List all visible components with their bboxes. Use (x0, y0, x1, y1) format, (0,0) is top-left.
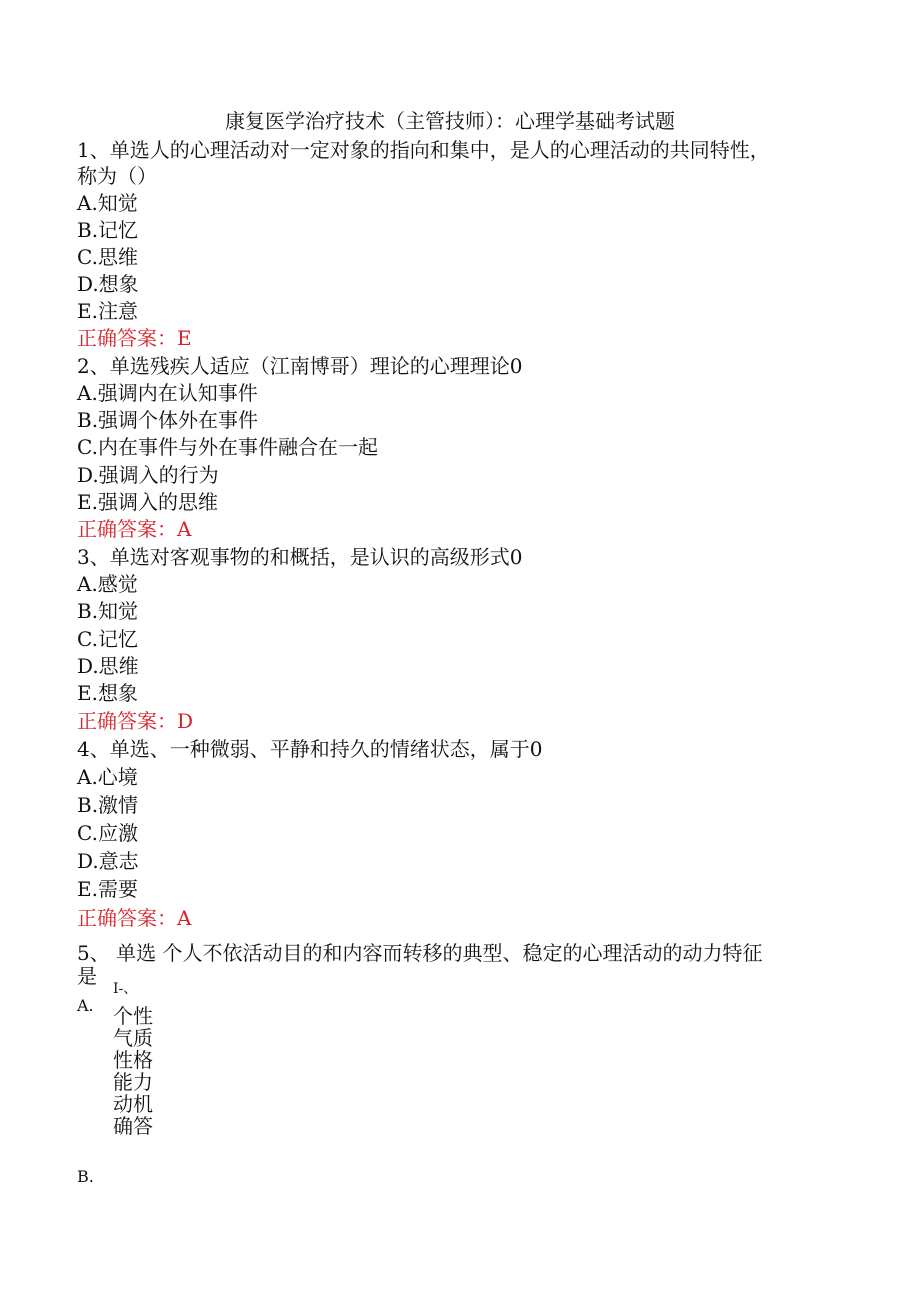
question-1-option-a: A.知觉 (77, 191, 138, 215)
question-4-option-b: B.激情 (77, 793, 139, 817)
question-3-option-c: C.记忆 (77, 627, 138, 651)
question-5-option-a-label: A. (77, 996, 94, 1015)
question-2-option-a: A.强调内在认知事件 (77, 381, 258, 405)
question-4-option-a: A.心境 (77, 765, 138, 789)
question-2-option-c: C.内在事件与外在事件融合在一起 (77, 435, 378, 459)
question-4-option-e: E.需要 (77, 877, 138, 901)
question-5-stacked-text-6: 确答 (113, 1114, 153, 1138)
question-2-answer: 正确答案：A (77, 517, 192, 541)
question-1-option-d: D.想象 (77, 272, 139, 296)
question-5-option-b-label: B. (77, 1167, 94, 1186)
question-5-stacked-text-3: 性格 (113, 1048, 153, 1072)
question-4-stem: 4、单选、一种微弱、平静和持久的情绪状态，属于0 (77, 737, 543, 761)
question-1-option-b: B.记忆 (77, 218, 139, 242)
question-1-answer: 正确答案：E (77, 326, 192, 350)
question-2-stem: 2、单选残疾人适应（江南博哥）理论的心理理论0 (77, 354, 523, 378)
question-5-garbled-mark: I-、 (113, 981, 138, 997)
question-2-option-e: E.强调入的思维 (77, 490, 218, 514)
question-3-option-d: D.思维 (77, 654, 139, 678)
question-3-stem: 3、单选对客观事物的和概括，是认识的高级形式0 (77, 545, 523, 569)
question-4-option-c: C.应激 (77, 821, 138, 845)
question-2-option-b: B.强调个体外在事件 (77, 408, 259, 432)
question-4-option-d: D.意志 (77, 849, 139, 873)
question-1-stem-line-2: 称为（） (77, 164, 157, 188)
document-title: 康复医学治疗技术（主管技师）：心理学基础考试题 (225, 109, 675, 133)
question-4-answer: 正确答案：A (77, 906, 192, 930)
question-1-option-c: C.思维 (77, 245, 138, 269)
question-5-stacked-text-2: 气质 (113, 1026, 153, 1050)
question-2-option-d: D.强调入的行为 (77, 463, 219, 487)
question-5-stem-line-2: 是 (77, 964, 97, 988)
question-3-option-e: E.想象 (77, 681, 138, 705)
question-5-stacked-text-4: 能力 (113, 1070, 153, 1094)
question-3-answer: 正确答案：D (77, 709, 194, 733)
question-1-option-e: E.注意 (77, 299, 138, 323)
question-5-stem-line-1: 5、 单选 个人不依活动目的和内容而转移的典型、稳定的心理活动的动力特征 (77, 941, 763, 965)
question-3-option-b: B.知觉 (77, 599, 139, 623)
question-3-option-a: A.感觉 (77, 572, 138, 596)
question-1-stem-line-1: 1、单选人的心理活动对一定对象的指向和集中，是人的心理活动的共同特性， (77, 138, 770, 162)
question-5-stacked-text-1: 个性 (113, 1004, 153, 1028)
question-5-stacked-text-5: 动机 (113, 1092, 153, 1116)
